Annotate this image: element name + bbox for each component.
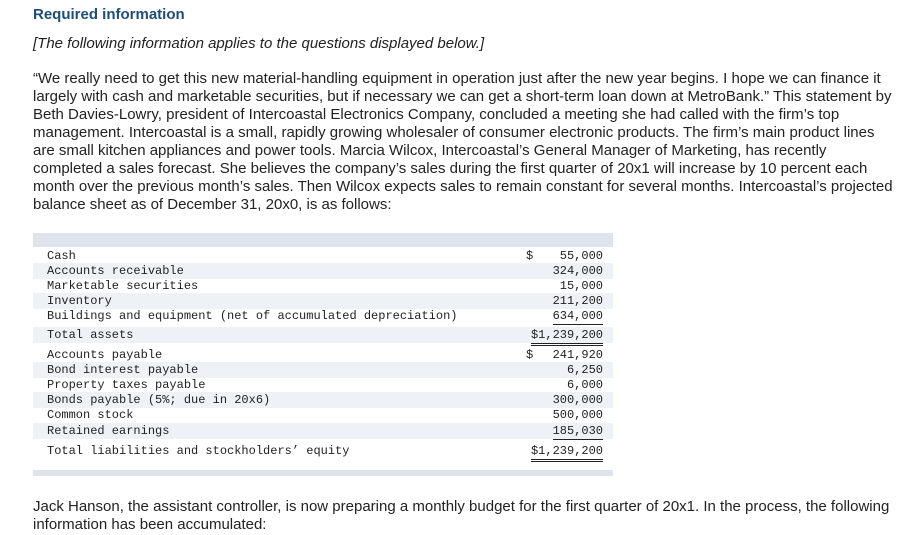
row-label: Bonds payable (5%; due in 20x6) <box>47 393 271 407</box>
row-amount: 211,200 <box>552 294 603 308</box>
table-top-bar <box>33 233 613 247</box>
required-information-heading: Required information <box>33 6 185 23</box>
row-label: Common stock <box>47 408 134 422</box>
table-row <box>33 278 613 294</box>
table-row <box>33 423 613 439</box>
table-row <box>33 248 613 264</box>
row-label: Retained earnings <box>47 424 170 438</box>
row-label: Inventory <box>47 294 112 308</box>
table-bottom-bar <box>33 470 613 476</box>
row-amount: 300,000 <box>552 393 603 407</box>
table-row <box>33 347 613 363</box>
balance-sheet-table <box>33 233 613 476</box>
row-amount: 241,920 <box>552 348 603 362</box>
row-label: Total liabilities and stockholders’ equity <box>47 444 350 458</box>
row-label: Accounts payable <box>47 348 163 362</box>
budget-intro-paragraph: Jack Hanson, the assistant controller, is now preparing a monthly budget for the first quarter of 20x1. In the process, the following information has been accumulated: <box>33 498 890 533</box>
table-row <box>33 362 613 378</box>
table-row <box>33 327 613 343</box>
table-row <box>33 293 613 309</box>
row-amount: 634,000 <box>552 309 603 323</box>
table-row <box>33 377 613 393</box>
table-row <box>33 263 613 279</box>
row-amount: 6,000 <box>566 378 603 392</box>
row-label: Cash <box>47 249 76 263</box>
row-amount: 324,000 <box>552 264 603 278</box>
dollar-sign: $ <box>526 249 534 263</box>
row-amount: $1,239,200 <box>531 327 603 346</box>
row-label: Accounts receivable <box>47 264 184 278</box>
row-amount: 55,000 <box>559 249 603 263</box>
row-amount: $1,239,200 <box>531 443 603 462</box>
table-row <box>33 443 613 459</box>
row-label: Bond interest payable <box>47 363 199 377</box>
row-amount: 6,250 <box>566 363 603 377</box>
row-label: Property taxes payable <box>47 378 206 392</box>
table-row <box>33 407 613 423</box>
case-description-paragraph: “We really need to get this new material-handling equipment in operation just after the new year begins. I hope we can finance it largely with cash and marketable securities, but if necessary we can get a short-term loan down at MetroBank.” This statement by Beth Davies-Lowry, president of Intercoastal Electronics Company, concluded a meeting she had called with the firm’s top management. Intercoastal is a small, rapidly growing wholesaler of consumer electronic products. The firm’s main product lines are small kitchen appliances and power tools. Marcia Wilcox, Intercoastal’s General Manager of Marketing, has recently completed a sales forecast. She believes the company’s sales during the first quarter of 20x1 will increase by 10 percent each month over the previous month’s sales. Then Wilcox expects sales to remain constant for several months. Intercoastal’s projected balance sheet as of December 31, 20x0, is as follows: <box>33 70 893 213</box>
table-row <box>33 308 613 324</box>
row-label: Marketable securities <box>47 279 199 293</box>
dollar-sign: $ <box>526 348 534 362</box>
row-amount: 15,000 <box>559 279 603 293</box>
table-row <box>33 392 613 408</box>
row-amount: 185,030 <box>552 424 603 438</box>
instructions-subheading: [The following information applies to the questions displayed below.] <box>33 35 485 52</box>
row-label: Buildings and equipment (net of accumulated depreciation) <box>47 309 458 323</box>
row-amount: 500,000 <box>552 408 603 422</box>
row-label: Total assets <box>47 328 134 342</box>
